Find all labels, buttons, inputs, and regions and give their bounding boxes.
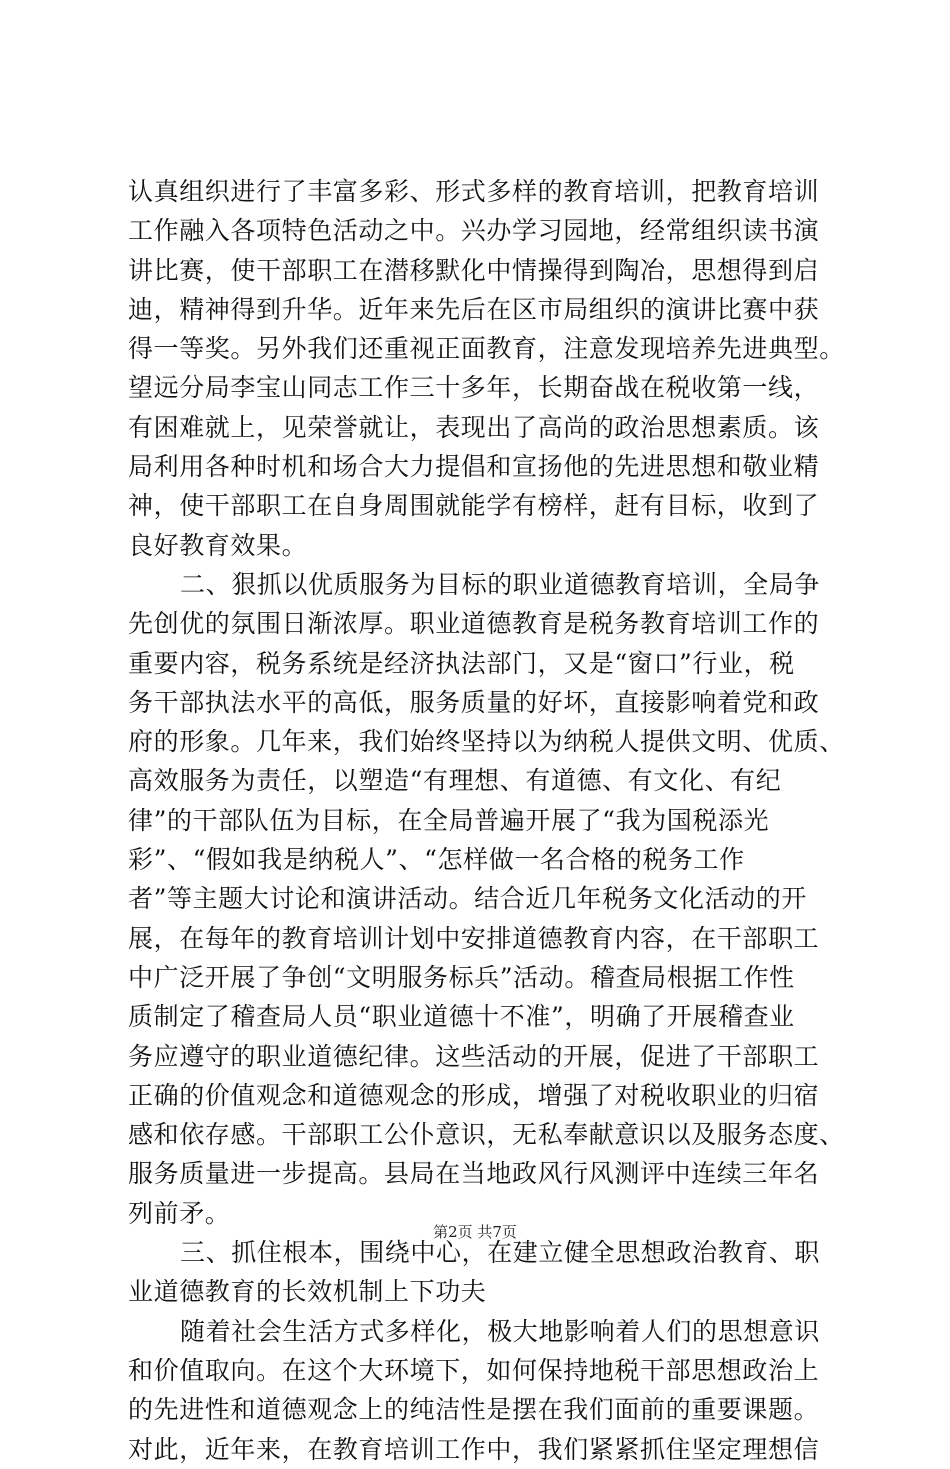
text-line: 列前矛。 [128,1198,231,1228]
text-line: 局利用各种时机和场合大力提倡和宣扬他的先进思想和敬业精 [128,452,820,482]
text-line: 三、抓住根本，围绕中心，在建立健全思想政治教育、职 [180,1238,821,1268]
text-line: 认真组织进行了丰富多彩、形式多样的教育培训，把教育培训 [128,177,820,206]
text-line: 讲比赛，使干部职工在潜移默化中情操得到陶冶，思想得到启 [128,255,820,285]
document-body [128,172,850,1469]
text-line: 先创优的氛围日渐浓厚。职业道德教育是税务教育培训工作的 [128,609,820,639]
text-line: 律”的干部队伍为目标，在全局普遍开展了“我为国税添光 [128,805,770,835]
text-line: 的先进性和道德观念上的纯洁性是摆在我们面前的重要课题。 [128,1395,820,1425]
text-line: 服务质量进一步提高。县局在当地政风行风测评中连续三年名 [128,1159,820,1189]
text-line: 和价值取向。在这个大环境下，如何保持地税干部思想政治上 [128,1355,820,1385]
text-line: 业道德教育的长效机制上下功夫 [128,1277,487,1307]
text-line: 迪，精神得到升华。近年来先后在区市局组织的演讲比赛中获 [128,294,820,324]
text-line: 质制定了稽查局人员“职业道德十不准”，明确了开展稽查业 [128,1002,795,1032]
text-line: 正确的价值观念和道德观念的形成，增强了对税收职业的归宿 [128,1080,820,1110]
text-line: 展，在每年的教育培训计划中安排道德教育内容，在干部职工 [128,923,820,953]
text-line: 感和依存感。干部职工公仆意识，无私奉献意识以及服务态度、 [128,1120,845,1150]
text-line: 重要内容，税务系统是经济执法部门，又是“窗口”行业，税 [128,648,795,678]
text-line: 工作融入各项特色活动之中。兴办学习园地，经常组织读书演 [128,216,820,246]
text-line: 彩”、“假如我是纳税人”、“怎样做一名合格的税务工作 [128,845,745,875]
text-line: 得一等奖。另外我们还重视正面教育，注意发现培养先进典型。 [128,334,845,364]
text-line: 有困难就上，见荣誉就让，表现出了高尚的政治思想素质。该 [128,412,820,442]
text-line: 务应遵守的职业道德纪律。这些活动的开展，促进了干部职工 [128,1041,820,1071]
text-line: 望远分局李宝山同志工作三十多年，长期奋战在税收第一线， [128,373,820,403]
text-line: 高效服务为责任，以塑造“有理想、有道德、有文化、有纪 [128,766,782,796]
text-line: 随着社会生活方式多样化，极大地影响着人们的思想意识 [180,1316,821,1346]
text-line: 中广泛开展了争创“文明服务标兵”活动。稽查局根据工作性 [128,962,795,992]
text-line: 神，使干部职工在自身周围就能学有榜样，赶有目标，收到了 [128,491,820,521]
page-footer: 第2页 共7页 [433,1223,517,1241]
text-line: 对此，近年来，在教育培训工作中，我们紧紧抓住坚定理想信 [128,1434,820,1464]
text-line: 良好教育效果。 [128,530,308,560]
text-line: 者”等主题大讨论和演讲活动。结合近几年税务文化活动的开 [128,884,807,914]
text-line: 府的形象。几年来，我们始终坚持以为纳税人提供文明、优质、 [128,727,845,757]
text-line: 二、狠抓以优质服务为目标的职业道德教育培训，全局争 [180,569,821,599]
text-line: 务干部执法水平的高低，服务质量的好坏，直接影响着党和政 [128,687,820,717]
